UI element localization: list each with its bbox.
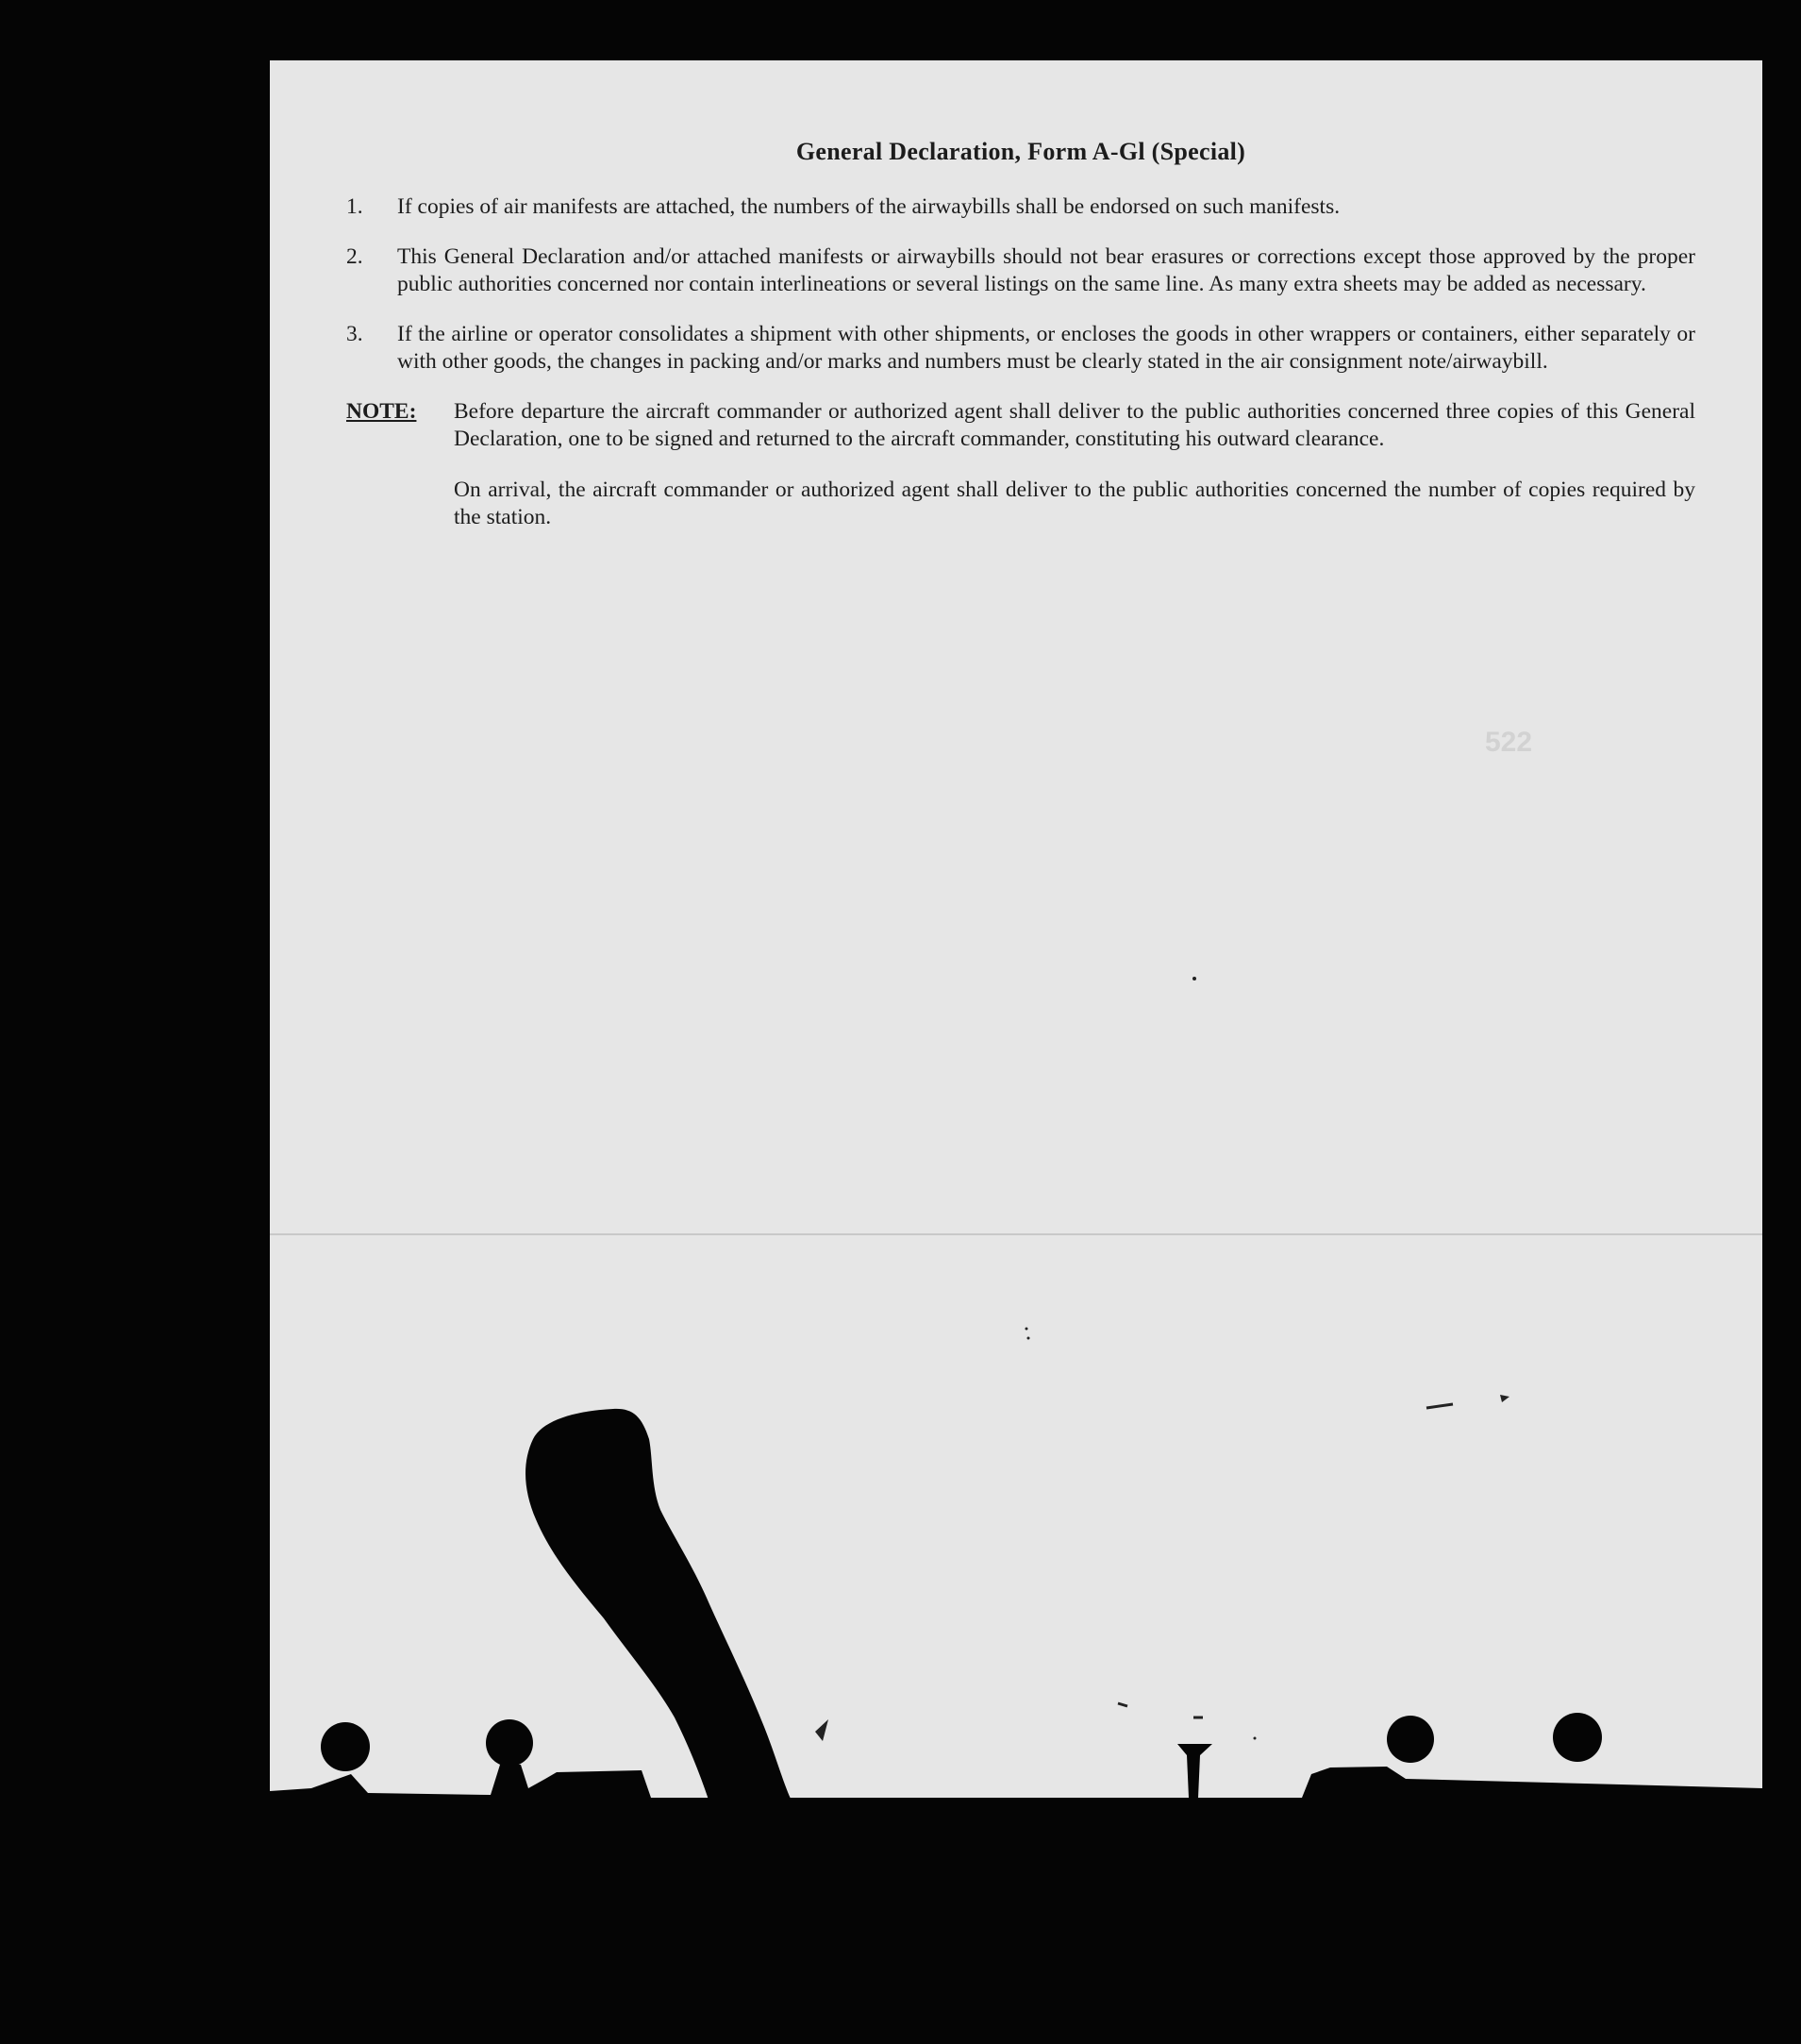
instruction-item [346, 193, 1695, 221]
instruction-item [346, 321, 1695, 376]
note-section [346, 398, 1695, 555]
instruction-item [346, 243, 1695, 298]
item-text: If the airline or operator consolidates a shipment with other shipments, or encloses the goods in other wrappers or containers, either separately or with other goods, the changes in packing and/or marks and numbers must be clearly stated in the air consignment note/airwaybill. [397, 322, 1695, 374]
document-page [270, 60, 1762, 1799]
note-paragraph-departure: Before departure the aircraft commander or authorized agent shall deliver to the public authorities concerned three copies of this General Declaration, one to be signed and returned to the aircraft commander, constituting his outward clearance. [454, 399, 1695, 451]
item-number: 1. [346, 194, 363, 219]
item-number: 3. [346, 322, 363, 346]
item-number: 2. [346, 244, 363, 269]
document-text [346, 138, 1695, 555]
faint-stamp-number: 522 [1485, 727, 1533, 758]
note-paragraph-arrival: On arrival, the aircraft commander or authorized agent shall deliver to the public authorities concerned the number of copies required by the station. [454, 477, 1695, 529]
item-text: If copies of air manifests are attached, the numbers of the airwaybills shall be endorsed on such manifests. [397, 194, 1341, 219]
item-text: This General Declaration and/or attached manifests or airwaybills should not bear erasures or corrections except those approved by the proper public authorities concerned nor contain interlineations or several listings on the same line. As many extra sheets may be added as necessary. [397, 244, 1695, 296]
document-title: General Declaration, Form A-Gl (Special) [795, 138, 1246, 165]
fold-line [270, 1233, 1762, 1235]
note-body [454, 398, 1695, 555]
note-label: NOTE: [346, 399, 417, 424]
